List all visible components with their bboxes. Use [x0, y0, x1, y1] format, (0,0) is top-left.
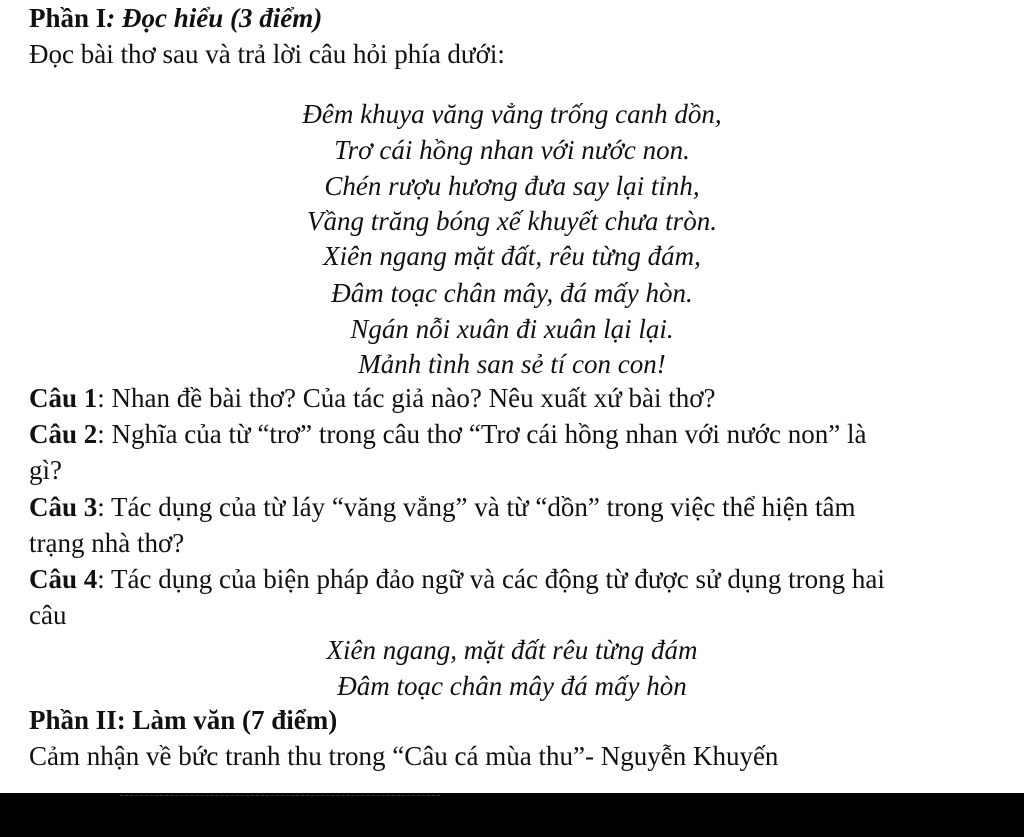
- quote-line: Xiên ngang, mặt đất rêu từng đám: [326, 635, 698, 665]
- dashed-divider: [120, 795, 440, 796]
- question-text: : Nghĩa của từ “trơ” trong câu thơ “Trơ cái hồng nhan với nước non” là: [97, 419, 867, 449]
- question-text: : Tác dụng của biện pháp đảo ngữ và các động từ được sử dụng trong hai: [97, 564, 885, 594]
- question-text: : Tác dụng của từ láy “văng vẳng” và từ “dồn” trong việc thể hiện tâm: [97, 492, 856, 522]
- part2-prompt: Cảm nhận về bức tranh thu trong “Câu cá mùa thu”- Nguyễn Khuyến: [29, 741, 779, 771]
- quote-line: Đâm toạc chân mây đá mấy hòn: [337, 671, 687, 701]
- question-3: [29, 489, 856, 525]
- poem-line: Chén rượu hương đưa say lại tỉnh,: [324, 171, 700, 201]
- question-4-continuation: câu: [29, 600, 67, 630]
- question-4: [29, 561, 885, 597]
- question-label: Câu 4: [29, 564, 98, 594]
- poem-line: Xiên ngang mặt đất, rêu từng đám,: [323, 241, 701, 271]
- question-2-continuation: gì?: [29, 455, 62, 485]
- poem-line: Trơ cái hồng nhan với nước non.: [334, 135, 690, 165]
- part1-heading-label: Phần I: [29, 3, 107, 33]
- question-1: [29, 380, 716, 416]
- poem-line: Đâm toạc chân mây, đá mấy hòn.: [331, 278, 693, 308]
- question-text: : Nhan đề bài thơ? Của tác giả nào? Nêu xuất xứ bài thơ?: [97, 383, 716, 413]
- poem-line: Đêm khuya văng vẳng trống canh dồn,: [302, 99, 722, 129]
- part1-instruction: Đọc bài thơ sau và trả lời câu hỏi phía dưới:: [29, 39, 505, 69]
- question-3-continuation: trạng nhà thơ?: [29, 528, 185, 558]
- question-2: [29, 416, 866, 452]
- part1-heading: [29, 0, 322, 36]
- question-label: Câu 2: [29, 419, 98, 449]
- question-label: Câu 1: [29, 383, 98, 413]
- poem-line: Vầng trăng bóng xế khuyết chưa tròn.: [307, 206, 717, 236]
- bottom-black-bar: [0, 793, 1024, 837]
- poem-line: Mảnh tình san sẻ tí con con!: [358, 349, 666, 379]
- part1-heading-rest: : Đọc hiểu (3 điểm): [106, 3, 323, 33]
- part2-heading: Phần II: Làm văn (7 điểm): [29, 705, 338, 735]
- question-label: Câu 3: [29, 492, 98, 522]
- poem-line: Ngán nỗi xuân đi xuân lại lại.: [350, 314, 674, 344]
